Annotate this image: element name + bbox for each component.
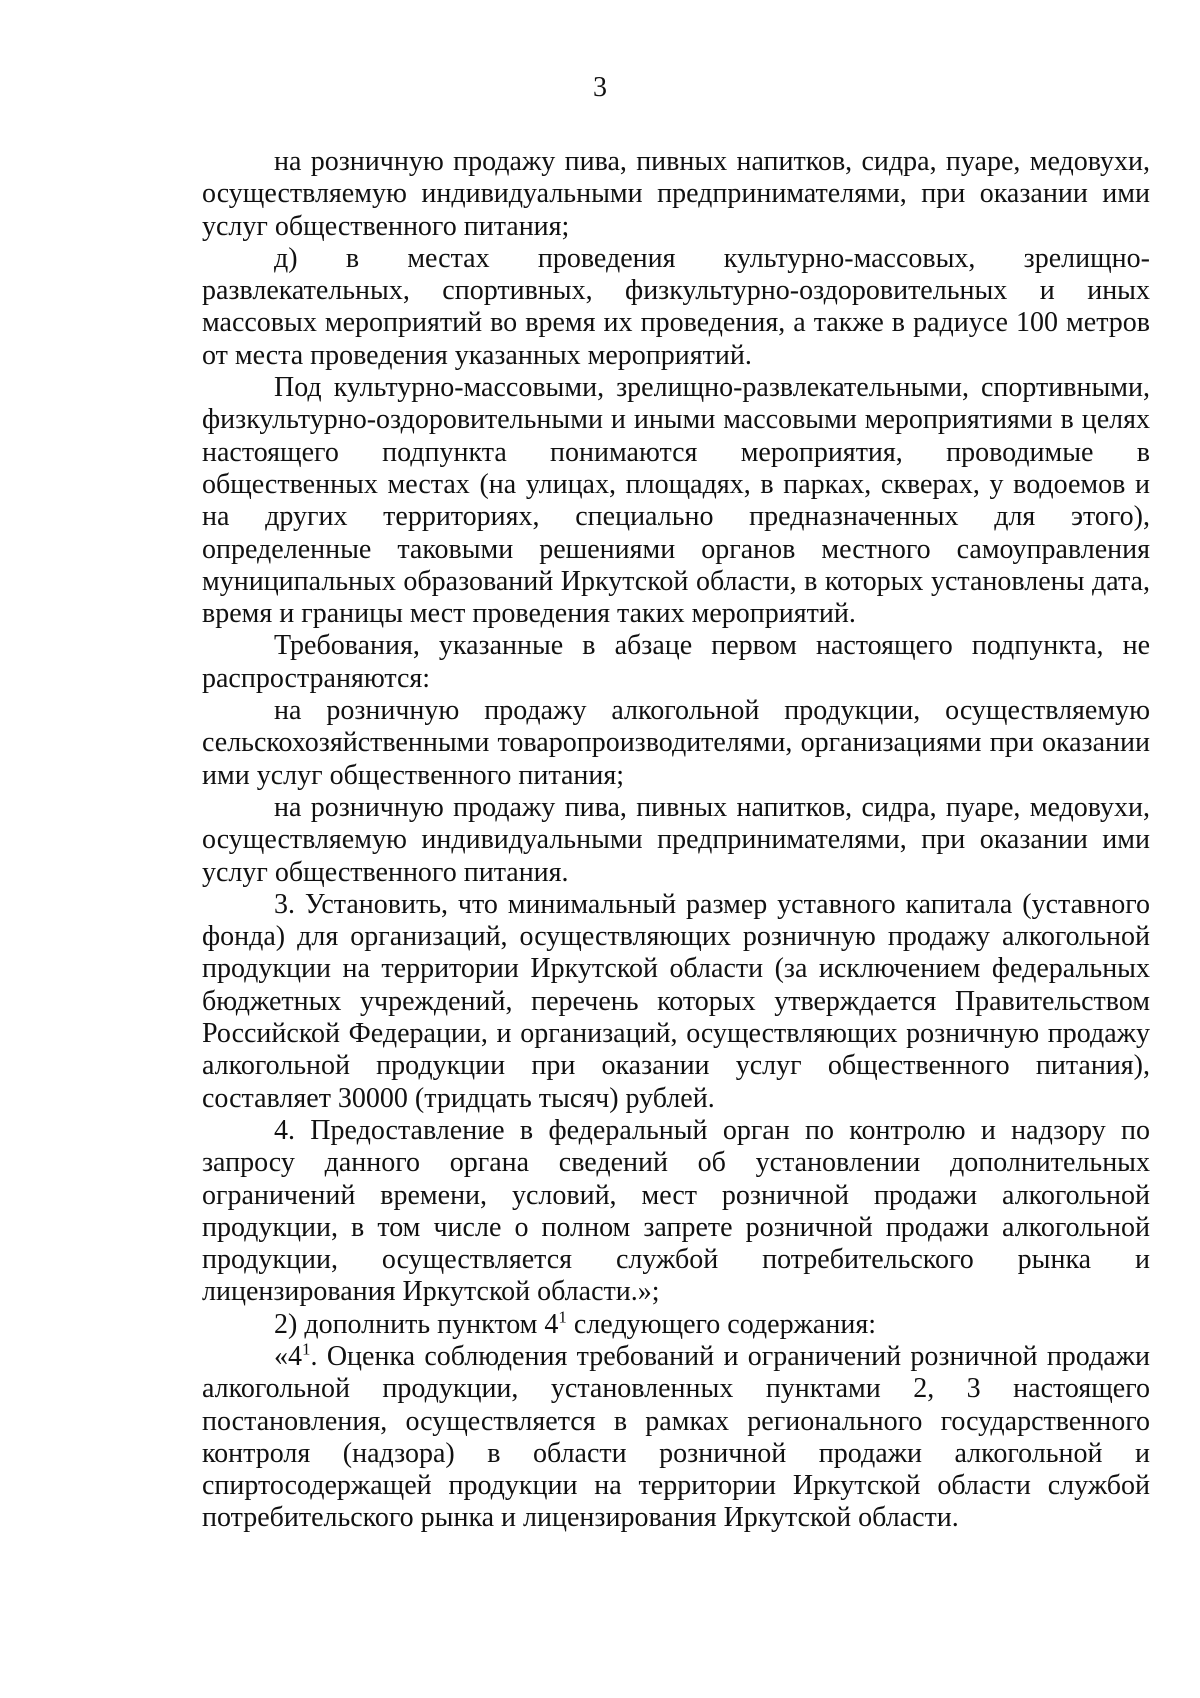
- amendment-2-text-before: 2) дополнить пунктом 4: [274, 1308, 559, 1340]
- item-4-1-text-after: . Оценка соблюдения требований и ограничений розничной продажи алкогольной продукции, установленных пунктами 2, 3 настоящего постановления, осуществляется в рамках регионального государственного контроля (надзора) в области розничной продажи алкогольной и спиртосодержащей продукции на территории Иркутской области службой потребительского рынка и лицензирования Иркутской области.: [202, 1340, 1150, 1534]
- item-4-1-text-before: «4: [274, 1340, 302, 1372]
- paragraph-item-4-1-assessment: [202, 1341, 1150, 1535]
- paragraph-subitem-d-mass-events: д) в местах проведения культурно-массовых, зрелищно-развлекательных, спортивных, физкультурно-оздоровительных и иных массовых мероприятий во время их проведения, а также в радиусе 100 метров от места проведения указанных мероприятий.: [202, 242, 1150, 371]
- paragraph-item-4-reporting: 4. Предоставление в федеральный орган по контролю и надзору по запросу данного органа сведений об установлении дополнительных ограничений времени, условий, мест розничной продажи алкогольной продукции, в том числе о полном запрете розничной продажи алкогольной продукции, осуществляется службой потребительского рынка и лицензирования Иркутской области.»;: [202, 1114, 1150, 1308]
- paragraph-amendment-2: [202, 1309, 1150, 1341]
- amendment-2-superscript: 1: [558, 1307, 567, 1327]
- paragraph-item-3-capital: 3. Установить, что минимальный размер уставного капитала (уставного фонда) для организаций, осуществляющих розничную продажу алкогольной продукции на территории Иркутской области (за исключением федеральных бюджетных учреждений, перечень которых утверждается Правительством Российской Федерации, и организаций, осуществляющих розничную продажу алкогольной продукции при оказании услуг общественного питания), составляет 30000 (тридцать тысяч) рублей.: [202, 888, 1150, 1114]
- paragraph-exception-agricultural: на розничную продажу алкогольной продукции, осуществляемую сельскохозяйственными товаропроизводителями, организациями при оказании ими услуг общественного питания;: [202, 695, 1150, 791]
- document-body: [202, 146, 1150, 1535]
- page-number: 3: [593, 72, 607, 103]
- paragraph-mass-events-definition: Под культурно-массовыми, зрелищно-развлекательными, спортивными, физкультурно-оздоровительными и иными массовыми мероприятиями в целях настоящего подпункта понимаются мероприятия, проводимые в общественных местах (на улицах, площадях, в парках, скверах, у водоемов и на других территориях, специально предназначенных для этого), определенные таковыми решениями органов местного самоуправления муниципальных образований Иркутской области, в которых установлены дата, время и границы мест проведения таких мероприятий.: [202, 372, 1150, 630]
- paragraph-exception-beer: на розничную продажу пива, пивных напитков, сидра, пуаре, медовухи, осуществляемую индивидуальными предпринимателями, при оказании ими услуг общественного питания.: [202, 791, 1150, 888]
- amendment-2-text-after: следующего содержания:: [566, 1308, 876, 1340]
- paragraph-requirements-exceptions: Требования, указанные в абзаце первом настоящего подпункта, не распространяются:: [202, 630, 1150, 694]
- item-4-1-superscript: 1: [302, 1339, 311, 1359]
- paragraph-beer-retail-intro: на розничную продажу пива, пивных напитков, сидра, пуаре, медовухи, осуществляемую индивидуальными предпринимателями, при оказании ими услуг общественного питания;: [202, 146, 1150, 242]
